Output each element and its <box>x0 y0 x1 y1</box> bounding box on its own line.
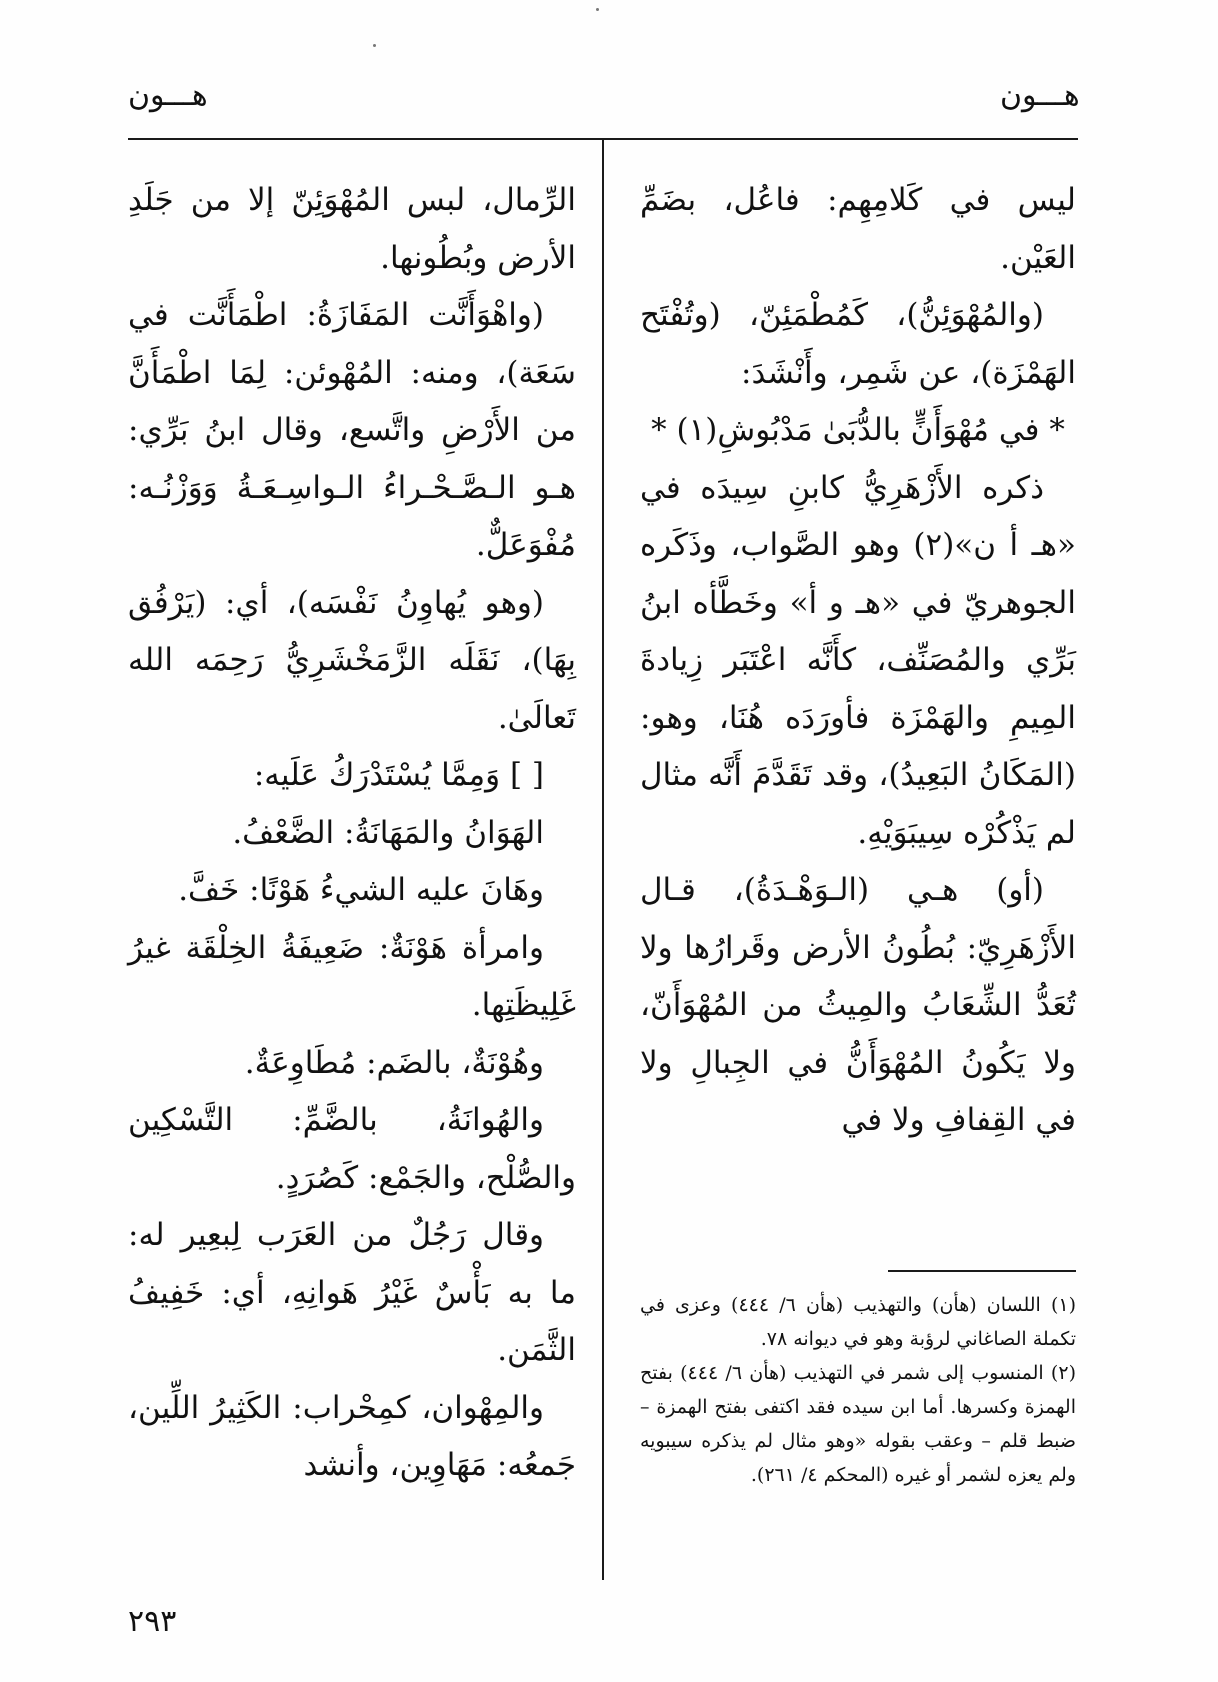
right-paragraph: ليس في كَلامِهِم: فاعُل، بضَمِّ العَيْن. <box>640 182 1076 276</box>
left-column <box>128 172 576 1495</box>
left-paragraph: والهُوانَةُ، بالضَّمِّ: التَّسْكِين والصُّلْح، والجَمْع: كَصُرَدٍ. <box>128 1102 576 1196</box>
right-paragraph: (أو) هـي (الـوَهْـدَةُ)، قـال الأَزْهَرِيّ: بُطُونُ الأرض وقَرارُها ولا تُعَدُّ الشِّعَابُ والمِيثُ من المُهْوَأَنّ، ولا يَكُونُ المُهْوَأَنُّ في الجِبالِ ولا في القِفافِ ولا في <box>640 872 1076 1138</box>
right-column <box>640 172 1076 1150</box>
left-paragraph: وهُوْنَةٌ، بالضَم: مُطَاوِعَةٌ. <box>244 1044 544 1081</box>
footnote: (١) اللسان (هأن) والتهذيب (هأن ٦/ ٤٤٤) وعزى في تكملة الصاغاني لرؤبة وهو في ديوانه ٧٨. <box>640 1294 1076 1350</box>
right-paragraph: (والمُهْوَئِنُّ)، كَمُطْمَئِنّ، (وتُفْتَح الهَمْزَة)، عن شَمِر، وأَنْشَدَ: <box>640 297 1076 391</box>
right-paragraph: ذكره الأَزْهَرِيُّ كابنِ سِيدَه في «هـ أ ن»(٢) وهو الصَّواب، وذَكَره الجوهريّ في «هـ و أ» وخَطَّأه ابنُ بَرِّي والمُصَنِّف، كأَنَّه اعْتَبَر زِيادةَ المِيمِ والهَمْزَة فأورَدَه هُنَا، وهو: (المَكَانُ البَعِيدُ)، وقد تَقَدَّمَ أَنَّه مثال لم يَذْكُرْه سِيبَوَيْهِ. <box>640 469 1076 851</box>
left-paragraph: (وهو يُهاوِنُ نَفْسَه)، أي: (يَرْفُق بِهَا)، نَقَلَه الزَّمَخْشَرِيُّ رَحِمَه الله تَعالَىٰ. <box>128 584 576 736</box>
scan-speck <box>596 8 599 11</box>
running-head-left: هـــون <box>128 78 208 113</box>
left-paragraph: [ ] وَمِمَّا يُسْتَدْرَكُ عَلَيه: <box>253 757 544 793</box>
left-paragraph: وهَانَ عليه الشيءُ هَوْنًا: خَفَّ. <box>178 872 544 908</box>
left-paragraph: وامرأة هَوْنَةٌ: ضَعِيفَةُ الخِلْقَة غيرُ غَلِيظَتِها. <box>128 929 576 1023</box>
footnote: (٢) المنسوب إلى شمر في التهذيب (هأن ٦/ ٤٤٤) بفتح الهمزة وكسرها. أما ابن سيده فقد اكتفى بفتح الهمزة – ضبط قلم – وعقب بقوله «وهو مثال لم يذكره سيبويه ولم يعزه لشمر أو غيره (المحكم ٤/ ٢٦١). <box>640 1362 1076 1486</box>
footnotes <box>640 1288 1076 1492</box>
running-head-right: هـــون <box>1000 78 1080 113</box>
verse-line: * في مُهْوَأَنٍّ بالدُّبَىٰ مَدْبُوشِ(١) * <box>651 412 1065 448</box>
left-paragraph: الهَوَانُ والمَهَانَةُ: الضَّعْفُ. <box>232 814 544 851</box>
left-paragraph: والمِهْوان، كمِحْراب: الكَثِيرُ اللِّين، جَمعُه: مَهَاوِين، وأنشد <box>128 1389 576 1483</box>
left-paragraph: وقال رَجُلٌ من العَرَب لِبعِير له: ما به بَأْسٌ غَيْرُ هَوانِهِ، أي: خَفِيفُ الثَّمَن. <box>128 1217 576 1368</box>
left-paragraph: الرِّمال، لبس المُهْوَئِنّ إلا من جَلَدِ الأرض وبُطُونها. <box>128 182 576 276</box>
column-divider <box>602 140 604 1580</box>
left-paragraph: (واهْوَأَنَّت المَفَازَةُ: اطْمَأَنَّت في سَعَة)، ومنه: المُهْوئن: لِمَا اطْمَأَنَّ من الأَرْضِ واتَّسع، وقال ابنُ بَرِّي: هـو الـصَّـحْـراءُ الـواسِـعَـةُ وَوَزْنُـه: مُفْوَعَلٌّ. <box>128 297 576 563</box>
footnote-rule <box>888 1270 1076 1272</box>
page-number: ٢٩٣ <box>128 1604 177 1639</box>
scan-speck <box>373 44 376 47</box>
